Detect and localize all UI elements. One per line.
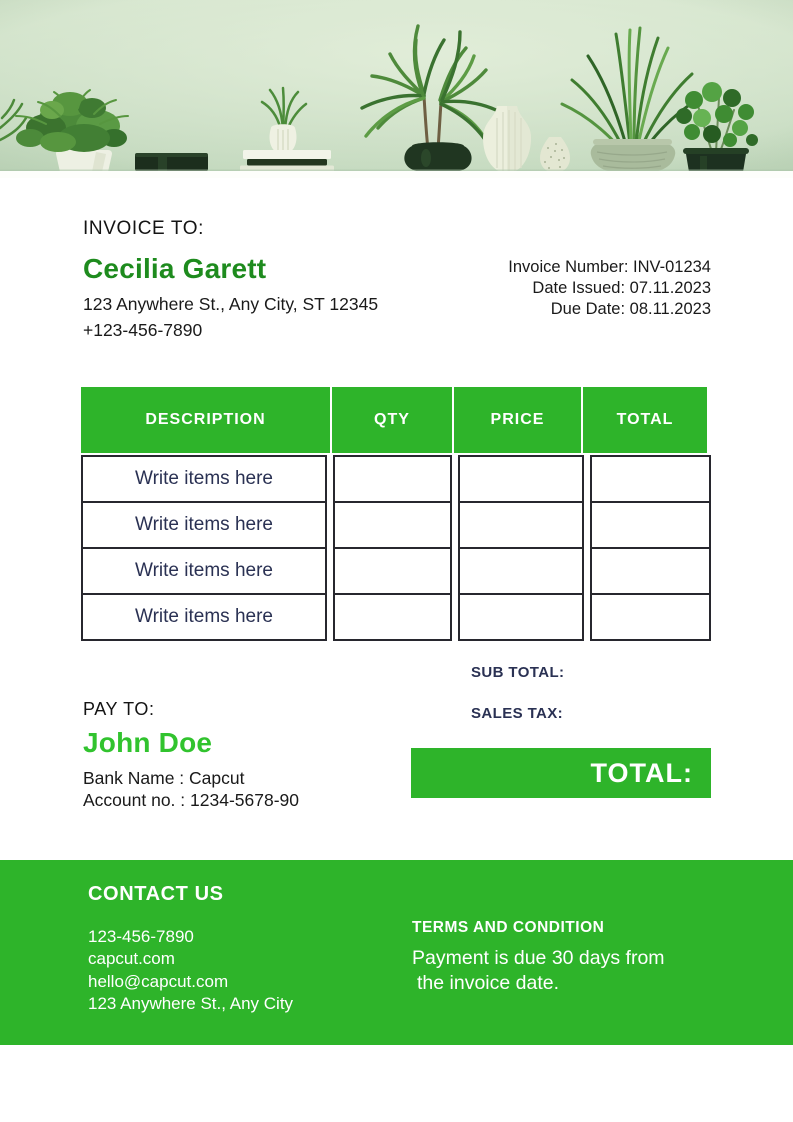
price-cell — [458, 547, 584, 595]
total-cell — [590, 547, 711, 595]
header-total: TOTAL — [583, 387, 707, 453]
date-issued-value: 07.11.2023 — [629, 279, 711, 297]
price-cell — [458, 593, 584, 641]
description-cell: Write items here — [81, 501, 327, 549]
bank-details — [83, 768, 299, 811]
description-cell: Write items here — [81, 455, 327, 503]
dracaena-pot — [404, 142, 471, 173]
price-cell — [458, 455, 584, 503]
payee-name: John Doe — [83, 727, 213, 758]
price-cell — [458, 501, 584, 549]
due-date-value: 08.11.2023 — [629, 300, 711, 318]
items-table — [81, 387, 711, 641]
terms-line: the invoice date. — [417, 972, 560, 994]
total-cell — [590, 593, 711, 641]
header-price: PRICE — [454, 387, 581, 453]
bank-name-value: Capcut — [189, 768, 245, 788]
invoice-meta — [508, 257, 711, 320]
qty-cell — [333, 593, 452, 641]
contact-email: hello@capcut.com — [88, 971, 229, 991]
total-cell — [590, 455, 711, 503]
header-photo — [0, 0, 793, 178]
contact-address: 123 Anywhere St., Any City — [88, 994, 294, 1014]
qty-cell — [333, 501, 452, 549]
pay-to-section — [83, 699, 299, 811]
date-issued-line: Date Issued: 07.11.2023 — [532, 279, 711, 297]
cylinder-pot — [135, 153, 208, 172]
summary-section — [471, 664, 564, 722]
total-bar — [411, 748, 711, 798]
terms-heading: TERMS AND CONDITION — [412, 919, 605, 936]
invoice-to-label: INVOICE TO: — [83, 218, 204, 239]
qty-cell — [333, 547, 452, 595]
contact-phone: 123-456-7890 — [88, 927, 194, 946]
header-qty: QTY — [332, 387, 452, 453]
invoice-number-line: Invoice Number: INV-01234 — [508, 258, 711, 276]
table-row — [81, 547, 711, 595]
items-table-header — [81, 387, 711, 453]
description-cell: Write items here — [81, 547, 327, 595]
table-row — [81, 455, 711, 503]
plants-shelf-photo — [0, 0, 793, 178]
pay-to-label: PAY TO: — [83, 699, 155, 719]
total-cell — [590, 501, 711, 549]
table-row — [81, 501, 711, 549]
client-address: 123 Anywhere St., Any City, ST 12345 — [83, 294, 379, 314]
invoice-number-value: INV-01234 — [633, 258, 711, 276]
invoice-to-section — [83, 218, 378, 341]
contact-us-heading: CONTACT US — [88, 883, 224, 905]
terms-text — [412, 946, 665, 996]
due-date-line: Due Date: 08.11.2023 — [550, 300, 711, 318]
shelf — [0, 170, 793, 179]
contact-website: capcut.com — [88, 949, 175, 969]
footer — [0, 860, 793, 1045]
account-number-line: Account no. : 1234-5678-90 — [83, 789, 300, 810]
client-phone: +123-456-7890 — [83, 320, 203, 340]
total-label: TOTAL: — [590, 757, 693, 788]
terms-line: Payment is due 30 days from — [412, 947, 665, 969]
sales-tax-label: SALES TAX: — [471, 705, 564, 722]
contact-lines — [88, 926, 293, 1016]
client-name: Cecilia Garett — [83, 253, 267, 284]
description-cell: Write items here — [81, 593, 327, 641]
header-description: DESCRIPTION — [81, 387, 330, 453]
bank-name-line: Bank Name : Capcut — [83, 768, 245, 788]
items-table-body — [81, 455, 711, 641]
coin-plant-pot — [686, 154, 746, 172]
sub-total-label: SUB TOTAL: — [471, 664, 565, 681]
table-row — [81, 593, 711, 641]
terms-section — [412, 919, 665, 996]
qty-cell — [333, 455, 452, 503]
account-number-value: 1234-5678-90 — [190, 789, 300, 810]
